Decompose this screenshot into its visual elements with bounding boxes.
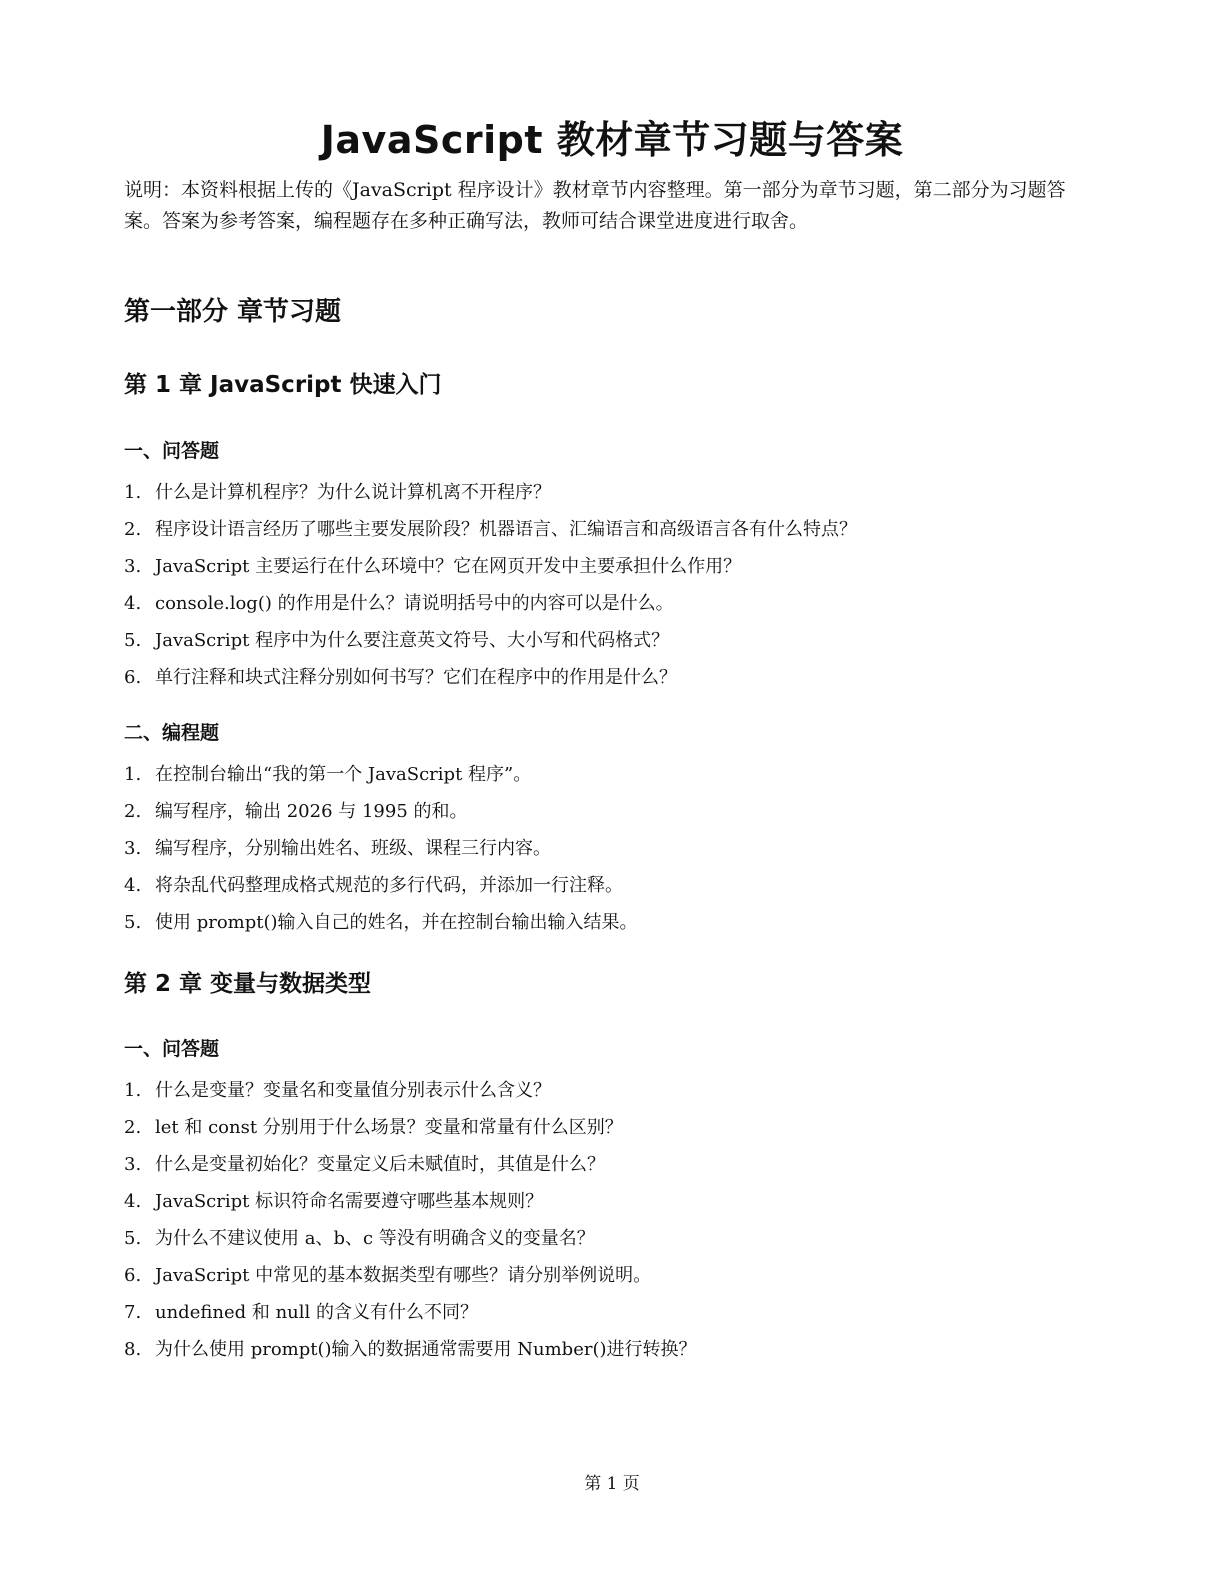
item-text: 什么是变量初始化？变量定义后未赋值时，其值是什么？ bbox=[155, 1154, 605, 1175]
list-item bbox=[124, 756, 1104, 793]
list-item bbox=[124, 1183, 1104, 1220]
list-item bbox=[124, 1109, 1104, 1146]
list-item bbox=[124, 1294, 1104, 1331]
item-text: console.log() 的作用是什么？请说明括号中的内容可以是什么。 bbox=[155, 593, 674, 614]
item-number: 4. bbox=[124, 1191, 142, 1212]
list-item bbox=[124, 1257, 1104, 1294]
list-item bbox=[124, 1146, 1104, 1183]
item-number: 5. bbox=[124, 630, 142, 651]
chapter-1-heading: 第 1 章 JavaScript 快速入门 bbox=[124, 372, 442, 398]
item-number: 3. bbox=[124, 838, 142, 859]
item-text: let 和 const 分别用于什么场景？变量和常量有什么区别？ bbox=[155, 1117, 623, 1138]
item-text: 什么是变量？变量名和变量值分别表示什么含义？ bbox=[155, 1080, 551, 1101]
list-item bbox=[124, 793, 1104, 830]
page-number: 第 1 页 bbox=[584, 1474, 640, 1494]
list-item bbox=[124, 474, 1104, 511]
item-number: 1. bbox=[124, 764, 142, 785]
item-number: 3. bbox=[124, 556, 142, 577]
item-text: 在控制台输出“我的第一个 JavaScript 程序”。 bbox=[155, 764, 532, 785]
list-item bbox=[124, 867, 1104, 904]
ch2-section-qa-heading: 一、问答题 bbox=[124, 1038, 220, 1060]
list-item bbox=[124, 1072, 1104, 1109]
item-number: 5. bbox=[124, 912, 142, 933]
item-number: 7. bbox=[124, 1302, 142, 1323]
list-item bbox=[124, 904, 1104, 941]
ch2-qa-list bbox=[124, 1072, 1104, 1368]
item-number: 6. bbox=[124, 667, 142, 688]
item-number: 2. bbox=[124, 519, 142, 540]
item-number: 1. bbox=[124, 482, 142, 503]
item-number: 8. bbox=[124, 1339, 142, 1360]
item-text: 使用 prompt()输入自己的姓名，并在控制台输出输入结果。 bbox=[155, 912, 638, 933]
item-text: JavaScript 主要运行在什么环境中？它在网页开发中主要承担什么作用？ bbox=[155, 556, 742, 577]
item-text: 程序设计语言经历了哪些主要发展阶段？机器语言、汇编语言和高级语言各有什么特点？ bbox=[155, 519, 857, 540]
item-text: 为什么不建议使用 a、b、c 等没有明确含义的变量名？ bbox=[155, 1228, 595, 1249]
part-heading: 第一部分 章节习题 bbox=[124, 297, 342, 327]
ch1-section-qa-heading: 一、问答题 bbox=[124, 440, 220, 462]
ch1-section-programming-heading: 二、编程题 bbox=[124, 722, 220, 744]
list-item bbox=[124, 511, 1104, 548]
item-number: 4. bbox=[124, 593, 142, 614]
item-text: JavaScript 标识符命名需要遵守哪些基本规则？ bbox=[155, 1191, 544, 1212]
item-text: 单行注释和块式注释分别如何书写？它们在程序中的作用是什么？ bbox=[155, 667, 677, 688]
list-item bbox=[124, 548, 1104, 585]
item-number: 2. bbox=[124, 1117, 142, 1138]
item-text: 将杂乱代码整理成格式规范的多行代码，并添加一行注释。 bbox=[155, 875, 623, 896]
ch1-qa-list bbox=[124, 474, 1104, 696]
chapter-2-heading: 第 2 章 变量与数据类型 bbox=[124, 971, 372, 997]
list-item bbox=[124, 830, 1104, 867]
item-text: undefined 和 null 的含义有什么不同？ bbox=[155, 1302, 478, 1323]
item-number: 2. bbox=[124, 801, 142, 822]
item-number: 4. bbox=[124, 875, 142, 896]
item-text: JavaScript 程序中为什么要注意英文符号、大小写和代码格式？ bbox=[155, 630, 670, 651]
item-number: 3. bbox=[124, 1154, 142, 1175]
item-text: 编写程序，输出 2026 与 1995 的和。 bbox=[155, 801, 468, 822]
list-item bbox=[124, 1220, 1104, 1257]
item-number: 5. bbox=[124, 1228, 142, 1249]
list-item bbox=[124, 622, 1104, 659]
item-text: JavaScript 中常见的基本数据类型有哪些？请分别举例说明。 bbox=[155, 1265, 652, 1286]
intro-paragraph: 说明：本资料根据上传的《JavaScript 程序设计》教材章节内容整理。第一部分为章节习题，第二部分为习题答案。答案为参考答案，编程题存在多种正确写法，教师可结合课堂进度进行取舍。 bbox=[124, 179, 1066, 232]
item-text: 为什么使用 prompt()输入的数据通常需要用 Number()进行转换？ bbox=[155, 1339, 697, 1360]
item-text: 什么是计算机程序？为什么说计算机离不开程序？ bbox=[155, 482, 551, 503]
item-number: 6. bbox=[124, 1265, 142, 1286]
document-title: JavaScript 教材章节习题与答案 bbox=[320, 118, 904, 162]
list-item bbox=[124, 659, 1104, 696]
item-number: 1. bbox=[124, 1080, 142, 1101]
item-text: 编写程序，分别输出姓名、班级、课程三行内容。 bbox=[155, 838, 551, 859]
list-item bbox=[124, 585, 1104, 622]
list-item bbox=[124, 1331, 1104, 1368]
ch1-programming-list bbox=[124, 756, 1104, 941]
